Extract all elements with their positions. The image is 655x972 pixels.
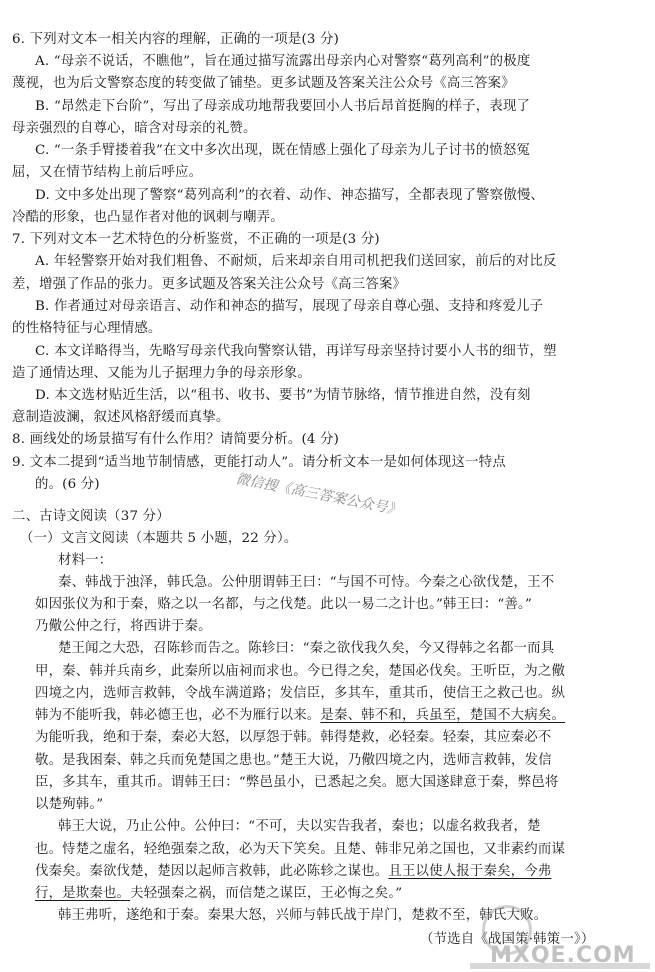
q6-option-a: A. “母亲不说话，不瞧他”，旨在通过描写流露出母亲内心对警察“葛列高利”的极度 — [35, 54, 531, 69]
passage-line: 四境之内，选师言救韩，令战车满道路；发信臣，多其车，重其币，使信王之救己也。纵 — [35, 686, 566, 701]
q8-stem: 8. 画线处的场景描写有什么作用？请简要分析。(4 分) — [12, 432, 340, 447]
passage-text: 韩为不能听我，韩必德王也，必不为雁行以来。 — [35, 708, 321, 723]
passage-line — [35, 862, 551, 882]
q7-option-a: A. 年轻警察开始对我们粗鲁、不耐烦，后来却亲自用司机把我们送回家，前后的对比反 — [35, 254, 557, 269]
passage-line: 为能听我，绝和于秦，秦必大怒，以厚怨于韩。韩得楚救，必轻秦。轻秦，其应秦必不 — [35, 730, 552, 745]
material-label: 材料一： — [58, 553, 113, 568]
passage-line: 楚王闻之大恐，召陈轸而告之。陈轸曰：“秦之欲伐我久矣，今又得韩之名都一而具 — [58, 641, 555, 656]
q6-option-d-cont: 冷酷的形象，也凸显作者对他的讽刺与嘲弄。 — [12, 210, 284, 225]
passage-line — [35, 884, 402, 904]
passage-line: 臣，多其车，重其币。谓韩王曰：“弊邑虽小，已悉起之矣。愿大国遂肆意于秦，弊邑将 — [35, 775, 559, 790]
passage-text: 伐秦矣。秦欲伐楚，楚因以起师言救韩，此必陈轸之谋也。 — [35, 864, 389, 879]
underlined-sentence: 且王以使人报于秦矣，今弗 — [388, 864, 552, 879]
q6-stem: 6. 下列对文本一相关内容的理解，正确的一项是(3 分) — [12, 32, 340, 47]
passage-line: 乃儆公仲之行，将西讲于秦。 — [35, 619, 212, 634]
q7-option-b: B. 作者通过对母亲语言、动作和神态的描写，展现了母亲自尊心强、支持和疼爱儿子 — [35, 299, 544, 314]
q9-stem: 9. 文本二提到“适当地节制情感，更能打动人”。请分析文本一是如何体现这一特点 — [12, 455, 506, 470]
passage-line: 甲，秦、韩并兵南乡，此秦所以庙祠而求也。今已得之矣，楚国必伐矣。王听臣，为之儆 — [35, 664, 566, 679]
passage-line: 也。恃楚之虚名，轻绝强秦之敌，必为天下笑矣。且楚、韩非兄弟之国也，又非素约而谋 — [35, 842, 566, 857]
wechat-watermark: 微信搜《高三答案公众号》 — [234, 470, 403, 519]
q7-option-c: C. 本文详略得当，先略写母亲代我向警察认错，再详写母亲坚持讨要小人书的细节，塑 — [35, 344, 557, 359]
q7-option-a-cont: 差，增强了作品的张力。更多试题及答案关注公众号《高三答案》 — [12, 277, 407, 292]
q6-option-b: B. “昂然走下台阶”，写出了母亲成功地帮我要回小人书后昂首挺胸的样子，表现了 — [35, 99, 531, 114]
logo-bar — [470, 963, 650, 969]
q7-option-d: D. 本文选材贴近生活，以“租书、收书、要书”为情节脉络，情节推进自然，没有刻 — [35, 388, 531, 403]
q7-stem: 7. 下列对文本一艺术特色的分析鉴赏，不正确的一项是(3 分) — [12, 232, 380, 247]
subsection-title: （一）文言文阅读（本题共 5 小题，22 分）。 — [20, 531, 298, 546]
site-logo-watermark — [470, 905, 655, 972]
underlined-sentence: 行，是欺秦也。 — [35, 886, 131, 901]
source-citation: （节选自《战国策·韩策一》） — [420, 932, 595, 947]
q6-option-c: C. “一条手臂搂着我”在文中多次出现，既在情感上强化了母亲为儿子讨书的愤怒冤 — [35, 143, 531, 158]
passage-line — [35, 706, 565, 726]
q6-option-a-cont: 蔑视，也为后文警察态度的转变做了铺垫。更多试题及答案关注公众号《高三答案》 — [12, 76, 515, 91]
underlined-sentence: 是秦、韩不和，兵虽至，楚国不大病矣。 — [320, 708, 566, 723]
q6-option-b-cont: 母亲强烈的自尊心，暗含对母亲的礼赞。 — [12, 121, 257, 136]
section-title: 二、古诗文阅读（37 分） — [12, 509, 170, 524]
logo-text: MXQE.COM — [490, 943, 636, 968]
q9-stem-cont: 的。(6 分) — [35, 477, 100, 492]
passage-line: 以楚殉韩。” — [35, 797, 104, 812]
passage-line: 韩王大说，乃止公仲。公仲曰：“不可，夫以实告我者，秦也；以虚名救我者，楚 — [58, 819, 541, 834]
q7-option-d-cont: 意制造波澜，叙述风格舒缓而真挚。 — [12, 410, 230, 425]
q7-option-c-cont: 造了通情达理、又能为儿子据理力争的母亲形象。 — [12, 366, 311, 381]
q6-option-c-cont: 屈，又在情节结构上前后呼应。 — [12, 165, 203, 180]
passage-line: 如因张仪为和于秦，赂之以一名都，与之伐楚。此以一易二之计也。”韩王曰：“善。” — [35, 597, 532, 612]
q6-option-d: D. 文中多处出现了警察“葛列高利”的衣着、动作、神态描写，全都表现了警察傲慢、 — [35, 188, 545, 203]
passage-text: 夫轻强秦之祸，而信楚之谋臣，王必悔之矣。” — [130, 886, 403, 901]
q7-option-b-cont: 的性格特征与心理情感。 — [12, 321, 162, 336]
passage-line: 秦、韩战于浊泽，韩氏急。公仲朋谓韩王曰：“与国不可恃。今秦之心欲伐楚，王不 — [58, 575, 555, 590]
passage-line: 韩王弗听，遂绝和于秦。秦果大怒，兴师与韩氏战于岸门，楚救不至，韩氏大败。 — [58, 908, 548, 923]
passage-line: 敬。是我困秦、韩之兵而免楚国之患也。”楚王大说，乃儆四境之内，选师言救韩，发信 — [35, 753, 552, 768]
